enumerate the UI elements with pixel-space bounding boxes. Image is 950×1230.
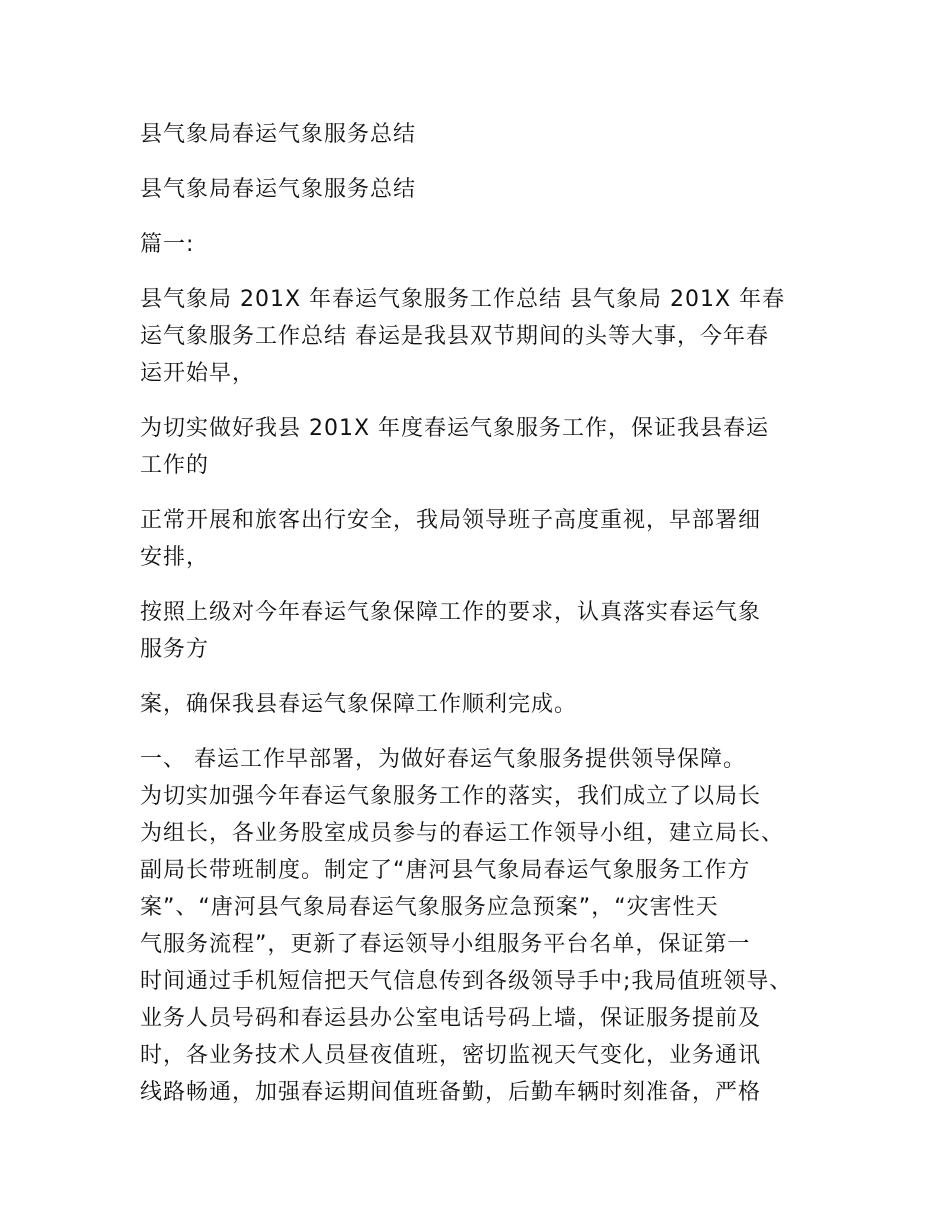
paragraph-3 [140,502,820,576]
paragraph-line: 线路畅通，加强春运期间值班备勤，后勤车辆时刻准备，严格 [140,1080,762,1105]
paragraph-5 [140,686,820,723]
paragraph-2 [140,410,820,484]
paragraph-line: 安排， [140,545,210,570]
paragraph-line: 为切实做好我县 201X 年度春运气象服务工作，保证我县春运 [140,416,770,441]
document-body [140,116,820,1111]
document-subtitle: 县气象局春运气象服务总结 [140,177,417,202]
document-title: 县气象局春运气象服务总结 [140,122,417,147]
paragraph-line: 运开始早， [140,361,256,386]
paragraph-line: 业务人员号码和春运县办公室电话号码上墙，保证服务提前及 [140,1006,762,1031]
paragraph-line: 工作的 [140,453,210,478]
paragraph-line: 时，各业务技术人员昼夜值班，密切监视天气变化，业务通讯 [140,1043,762,1068]
paragraph-1 [140,281,820,392]
section-label: 篇一: [140,232,195,257]
paragraph-line: 运气象服务工作总结 春运是我县双节期间的头等大事，今年春 [140,324,769,349]
paragraph-line: 副局长带班制度。制定了“唐河县气象局春运气象服务工作方 [140,858,751,883]
paragraph-line: 按照上级对今年春运气象保障工作的要求，认真落实春运气象 [140,600,762,625]
paragraph-line: 案，确保我县春运气象保障工作顺利完成。 [140,692,578,717]
paragraph-line: 服务方 [140,637,210,662]
paragraph-line: 时间通过手机短信把天气信息传到各级领导手中;我局值班领导、 [140,969,793,994]
paragraph-6 [140,741,820,1111]
paragraph-line: 正常开展和旅客出行安全，我局领导班子高度重视，早部署细 [140,508,762,533]
paragraph-line: 为组长，各业务股室成员参与的春运工作领导小组，建立局长、 [140,821,785,846]
section-heading: 一、 春运工作早部署，为做好春运气象服务提供领导保障。 [140,747,746,772]
paragraph-line: 气服务流程”，更新了春运领导小组服务平台名单，保证第一 [140,932,751,957]
paragraph-line: 案”、“唐河县气象局春运气象服务应急预案”，“灾害性天 [140,895,719,920]
paragraph-4 [140,594,820,668]
paragraph-line: 为切实加强今年春运气象服务工作的落实，我们成立了以局长 [140,784,762,809]
paragraph-line: 县气象局 201X 年春运气象服务工作总结 县气象局 201X 年春 [140,287,786,312]
